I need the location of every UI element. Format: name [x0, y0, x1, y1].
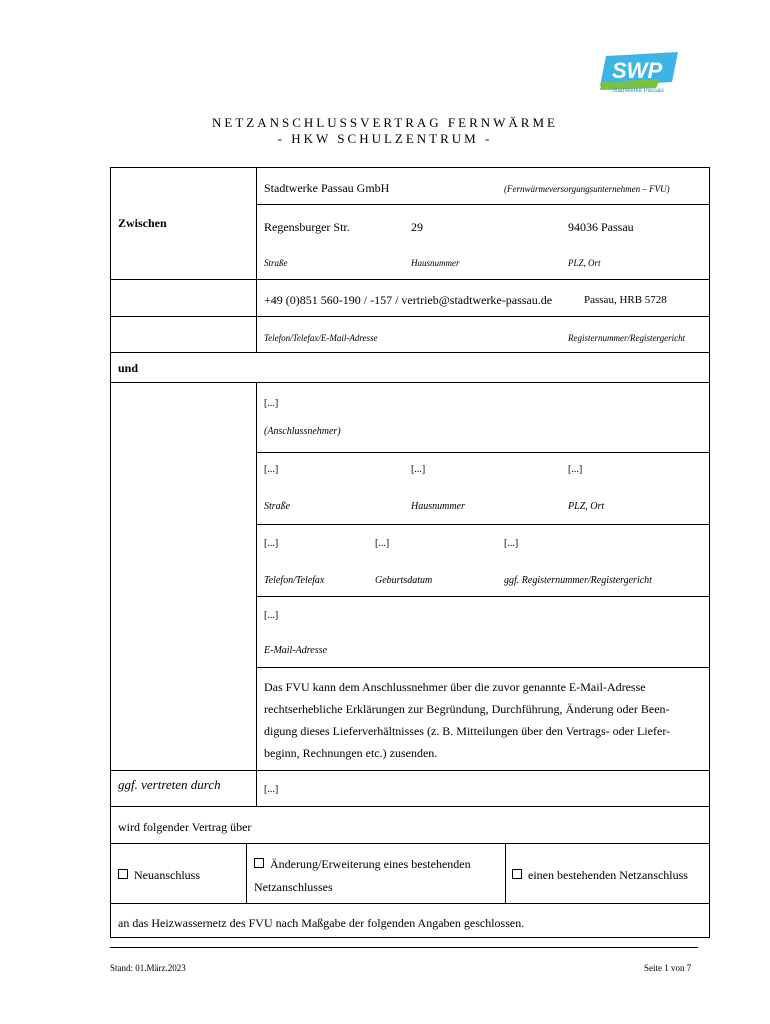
company-name: Stadtwerke Passau GmbH	[264, 181, 390, 195]
customer-name-field[interactable]: [...]	[264, 398, 279, 409]
option-existing[interactable]	[512, 868, 688, 883]
option-new[interactable]	[118, 868, 200, 883]
customer-plz-city-field[interactable]: [...]	[568, 464, 583, 475]
street-label: Straße	[264, 258, 288, 268]
footer-divider	[110, 947, 698, 948]
customer-register-field[interactable]: [...]	[504, 538, 519, 549]
represented-field[interactable]: [...]	[264, 784, 279, 795]
customer-street-field[interactable]: [...]	[264, 464, 279, 475]
footer-page: Seite 1 von 7	[644, 963, 692, 973]
customer-phone-label: Telefon/Telefax	[264, 575, 325, 586]
customer-housenumber-field[interactable]: [...]	[411, 464, 426, 475]
customer-name-label: (Anschlussnehmer)	[264, 426, 341, 437]
contract-closing: an das Heizwassernetz des FVU nach Maßgabe der folgenden Angaben geschlossen.	[118, 916, 525, 930]
option-change-label-2: Netzanschlusses	[254, 880, 333, 894]
plz-city-label: PLZ, Ort	[568, 258, 601, 268]
company-plz-city: 94036 Passau	[568, 220, 634, 234]
email-notice-line: Das FVU kann dem Anschlussnehmer über die zuvor genannte E-Mail-Adresse	[264, 680, 646, 694]
document-subtitle: - HKW SCHULZENTRUM -	[277, 131, 493, 146]
customer-birthdate-label: Geburtsdatum	[375, 575, 433, 586]
company-housenumber: 29	[411, 220, 423, 234]
option-new-label: Neuanschluss	[134, 868, 200, 882]
document-title: NETZANSCHLUSSVERTRAG FERNWÄRME	[212, 115, 558, 130]
email-notice-line: digung dieses Lieferverhältnisses (z. B. Mitteilungen über den Vertrags- oder Liefer-	[264, 724, 671, 738]
email-notice	[264, 676, 704, 764]
email-notice-line: rechtserhebliche Erklärungen zur Begründung, Durchführung, Änderung oder Been-	[264, 702, 670, 716]
housenumber-label: Hausnummer	[411, 258, 460, 268]
footer-date: Stand: 01.März.2023	[110, 963, 186, 973]
customer-email-label: E-Mail-Adresse	[264, 645, 327, 656]
company-note: (Fernwärmeversorgungsunternehmen – FVU)	[504, 184, 670, 194]
logo-text: SWP	[612, 58, 663, 83]
customer-housenumber-label: Hausnummer	[411, 501, 465, 512]
customer-phone-field[interactable]: [...]	[264, 538, 279, 549]
email-notice-line: beginn, Rechnungen etc.) zusenden.	[264, 746, 438, 760]
option-existing-label: einen bestehenden Netzanschluss	[528, 868, 688, 882]
option-change-label-1: Änderung/Erweiterung eines bestehenden	[270, 857, 471, 871]
section-label-und: und	[118, 361, 139, 375]
register-label: Registernummer/Registergericht	[568, 333, 686, 343]
section-label-zwischen: Zwischen	[118, 216, 167, 230]
company-register: Passau, HRB 5728	[584, 294, 667, 306]
customer-register-label: ggf. Registernummer/Registergericht	[504, 575, 652, 586]
customer-birthdate-field[interactable]: [...]	[375, 538, 390, 549]
contact-label: Telefon/Telefax/E-Mail-Adresse	[264, 333, 378, 343]
company-contact: +49 (0)851 560-190 / -157 / vertrieb@stadtwerke-passau.de	[264, 293, 553, 307]
customer-plz-city-label: PLZ, Ort	[568, 501, 605, 512]
checkbox-icon[interactable]	[254, 858, 264, 868]
represented-label: ggf. vertreten durch	[118, 777, 221, 792]
customer-street-label: Straße	[264, 501, 291, 512]
checkbox-icon[interactable]	[118, 869, 128, 879]
checkbox-icon[interactable]	[512, 869, 522, 879]
option-change[interactable]	[254, 857, 471, 872]
company-street: Regensburger Str.	[264, 220, 350, 234]
customer-email-field[interactable]: [...]	[264, 610, 279, 621]
contract-intro: wird folgender Vertrag über	[118, 820, 252, 834]
logo-subtitle: Stadtwerke Passau	[612, 88, 664, 94]
